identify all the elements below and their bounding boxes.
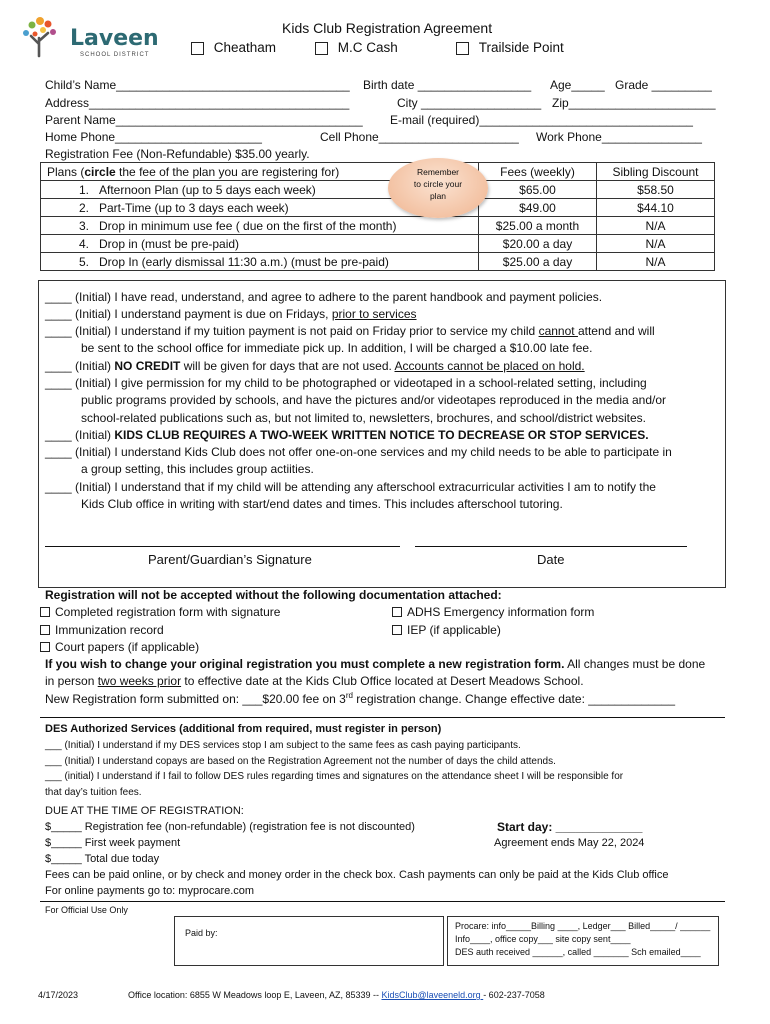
- plan-fee[interactable]: $25.00 a day: [479, 253, 597, 271]
- plans-header: Plans (circle the fee of the plan you are registering for): [41, 163, 479, 181]
- date-label: Date: [537, 552, 565, 567]
- due-total[interactable]: $_____ Total due today: [45, 853, 160, 865]
- footer-date: 4/17/2023: [38, 990, 79, 1000]
- official-use-label: For Official Use Only: [45, 905, 128, 915]
- plan-fee[interactable]: $49.00: [479, 199, 597, 217]
- registration-fee-text: Registration Fee (Non-Refundable) $35.00 yearly.: [45, 147, 310, 161]
- des-initial-3[interactable]: ___ (initial) I understand if I fail to follow DES rules regarding times and signatures on the attendance sheet I will be responsible for: [45, 771, 624, 782]
- doc-iep[interactable]: IEP (if applicable): [392, 623, 501, 637]
- form-title: Kids Club Registration Agreement: [282, 20, 493, 36]
- initial-extracurricular[interactable]: ____ (Initial) I understand that if my child will be attending any afterschool extracurricular activities I am to notify the: [45, 480, 656, 494]
- footer-phone: - 602-237-7058: [483, 990, 545, 1000]
- signature-label: Parent/Guardian’s Signature: [148, 552, 312, 567]
- plan-sibling-fee[interactable]: N/A: [597, 217, 715, 235]
- table-header-row: [41, 163, 715, 181]
- sibling-discount-header: Sibling Discount: [597, 163, 715, 181]
- initial-payment-due[interactable]: ____ (Initial) I understand payment is due on Fridays, prior to services: [45, 307, 417, 321]
- plan-sibling-fee[interactable]: N/A: [597, 235, 715, 253]
- plan-label: Drop in (must be pre-paid): [99, 236, 240, 251]
- doc-court-papers[interactable]: Court papers (if applicable): [40, 640, 199, 654]
- initial-no-credit[interactable]: ____ (Initial) NO CREDIT will be given for days that are not used. Accounts cannot be placed on hold.: [45, 359, 585, 373]
- initial-photo-cont-1: public programs provided by schools, and have the pictures and/or videotapes reproduced in the media and/or: [81, 393, 667, 407]
- zip-field[interactable]: Zip______________________: [552, 96, 716, 110]
- des-initial-1[interactable]: ___ (Initial) I understand if my DES services stop I am subject to the same fees as cash paying participants.: [45, 740, 521, 751]
- footer-contact: [128, 990, 545, 1000]
- change-line-1: If you wish to change your original registration you must complete a new registration form. All changes must be done: [45, 657, 706, 671]
- doc-registration-form[interactable]: Completed registration form with signature: [40, 605, 280, 619]
- footer-email-link[interactable]: KidsClub@laveeneld.org: [381, 990, 484, 1000]
- initial-photo-cont-2: school-related publications such as, but not limited to, newsletters, brochures, and school/district websites.: [81, 411, 646, 425]
- checkbox-icon: [392, 607, 402, 617]
- initial-extracurricular-cont: Kids Club office in writing with start/end dates and times. This includes afterschool tutoring.: [81, 497, 563, 511]
- table-row[interactable]: 5. Drop In (early dismissal 11:30 a.m.) (must be pre-paid) $25.00 a day N/A: [41, 253, 715, 271]
- plan-sibling-fee[interactable]: $58.50: [597, 181, 715, 199]
- address-field[interactable]: Address_______________________________________: [45, 96, 350, 110]
- procare-line-1: Procare: info_____Billing ____, Ledger___ Billed_____/ ______: [455, 921, 711, 931]
- paid-by-box: [174, 916, 444, 966]
- home-phone-field[interactable]: Home Phone______________________: [45, 130, 262, 144]
- checkbox-icon: [392, 625, 402, 635]
- des-initial-2[interactable]: ___ (Initial) I understand copays are based on the Registration Agreement not the number of days the child attends.: [45, 756, 556, 767]
- mc-cash-checkbox[interactable]: [315, 42, 328, 55]
- start-day-field[interactable]: Start day: _____________: [497, 820, 643, 834]
- des-initial-3-cont: that day’s tuition fees.: [45, 787, 142, 798]
- trailside-point-checkbox[interactable]: [456, 42, 469, 55]
- initial-handbook[interactable]: ____ (Initial) I have read, understand, and agree to adhere to the parent handbook and payment policies.: [45, 290, 603, 304]
- plan-label: Drop in minimum use fee ( due on the first of the month): [99, 218, 397, 233]
- initial-late-fee-cont: be sent to the school office for immediate pick up. In addition, I will be charged a $10.00 late fee.: [81, 341, 593, 355]
- age-field[interactable]: Age_____: [550, 78, 605, 92]
- initial-photo-permission[interactable]: ____ (Initial) I give permission for my child to be photographed or videotaped in a school-related setting, including: [45, 376, 647, 390]
- table-row[interactable]: 3. Drop in minimum use fee ( due on the first of the month) $25.00 a month N/A: [41, 217, 715, 235]
- cell-phone-field[interactable]: Cell Phone_____________________: [320, 130, 519, 144]
- plan-fee[interactable]: $20.00 a day: [479, 235, 597, 253]
- checkbox-icon: [40, 625, 50, 635]
- initial-late-fee[interactable]: ____ (Initial) I understand if my tuition payment is not paid on Friday prior to service my child cannot attend and will: [45, 324, 655, 338]
- cheatham-checkbox[interactable]: [191, 42, 204, 55]
- plan-fee[interactable]: $65.00: [479, 181, 597, 199]
- initial-group-setting[interactable]: ____ (Initial) I understand Kids Club does not offer one-on-one services and my child needs to be able to participate in: [45, 445, 672, 459]
- city-field[interactable]: City __________________: [397, 96, 542, 110]
- checkbox-icon: [40, 607, 50, 617]
- initial-two-week-notice[interactable]: ____ (Initial) KIDS CLUB REQUIRES A TWO-WEEK WRITTEN NOTICE TO DECREASE OR STOP SERVICES.: [45, 428, 649, 442]
- cheatham-label: Cheatham: [213, 40, 277, 55]
- footer-location: Office location: 6855 W Meadows loop E, Laveen, AZ, 85339 --: [128, 990, 382, 1000]
- table-row[interactable]: 4. Drop in (must be pre-paid) $20.00 a day N/A: [41, 235, 715, 253]
- table-row[interactable]: 1. Afternoon Plan (up to 5 days each week) $65.00 $58.50: [41, 181, 715, 199]
- docs-heading: Registration will not be accepted without the following documentation attached:: [45, 588, 502, 602]
- doc-adhs-form[interactable]: ADHS Emergency information form: [392, 605, 594, 619]
- procare-line-2: Info____, office copy___ site copy sent____: [455, 934, 631, 944]
- logo-subtitle: SCHOOL DISTRICT: [80, 52, 150, 58]
- fees-header: Fees (weekly): [479, 163, 597, 181]
- due-first-week[interactable]: $_____ First week payment: [45, 837, 181, 849]
- plan-sibling-fee[interactable]: $44.10: [597, 199, 715, 217]
- des-heading: DES Authorized Services (additional from required, must register in person): [45, 723, 442, 735]
- birth-date-field[interactable]: Birth date _________________: [363, 78, 532, 92]
- trailside-point-label: Trailside Point: [478, 40, 564, 55]
- logo-name: Laveen: [70, 26, 159, 51]
- mc-cash-label: M.C Cash: [337, 40, 398, 55]
- des-divider: [40, 717, 725, 718]
- change-line-3[interactable]: New Registration form submitted on: ___$20.00 fee on 3rd registration change. Change effective date: _____________: [45, 691, 675, 706]
- table-row[interactable]: 2. Part-Time (up to 3 days each week) $49.00 $44.10: [41, 199, 715, 217]
- child-name-field[interactable]: Child’s Name___________________________________: [45, 78, 350, 92]
- date-line[interactable]: [415, 546, 687, 547]
- reminder-bubble: Remember to circle your plan: [388, 158, 488, 218]
- plan-sibling-fee[interactable]: N/A: [597, 253, 715, 271]
- plan-fee[interactable]: $25.00 a month: [479, 217, 597, 235]
- due-registration-fee[interactable]: $_____ Registration fee (non-refundable) (registration fee is not discounted): [45, 821, 415, 833]
- checkbox-icon: [40, 642, 50, 652]
- grade-field[interactable]: Grade _________: [615, 78, 712, 92]
- payment-methods: Fees can be paid online, or by check and money order in the check box. Cash payments can only be paid at the Kids Club office: [45, 869, 669, 881]
- plan-label: Part-Time (up to 3 days each week): [99, 200, 289, 215]
- email-field[interactable]: E-mail (required)________________________________: [390, 113, 693, 127]
- initial-group-cont: a group setting, this includes group actiities.: [81, 462, 314, 476]
- official-divider: [40, 901, 725, 902]
- doc-immunization[interactable]: Immunization record: [40, 623, 164, 637]
- due-heading: DUE AT THE TIME OF REGISTRATION:: [45, 805, 244, 817]
- online-payment: For online payments go to: myprocare.com: [45, 885, 255, 897]
- procare-line-3: DES auth received ______, called _______ Sch emailed____: [455, 947, 701, 957]
- district-logo: [18, 14, 168, 58]
- agreement-end-date: Agreement ends May 22, 2024: [494, 837, 645, 849]
- change-line-2: in person two weeks prior to effective date at the Kids Club Office located at Desert Meadows School.: [45, 674, 584, 688]
- tree-logo-icon: [18, 14, 60, 58]
- parent-name-field[interactable]: Parent Name_____________________________________: [45, 113, 363, 127]
- work-phone-field[interactable]: Work Phone_______________: [536, 130, 702, 144]
- plans-table: [40, 162, 715, 271]
- plan-label: Afternoon Plan (up to 5 days each week): [99, 182, 316, 197]
- plan-label: Drop In (early dismissal 11:30 a.m.) (must be pre-paid): [99, 254, 389, 269]
- signature-line[interactable]: [45, 546, 400, 547]
- paid-by-label: Paid by:: [185, 928, 218, 938]
